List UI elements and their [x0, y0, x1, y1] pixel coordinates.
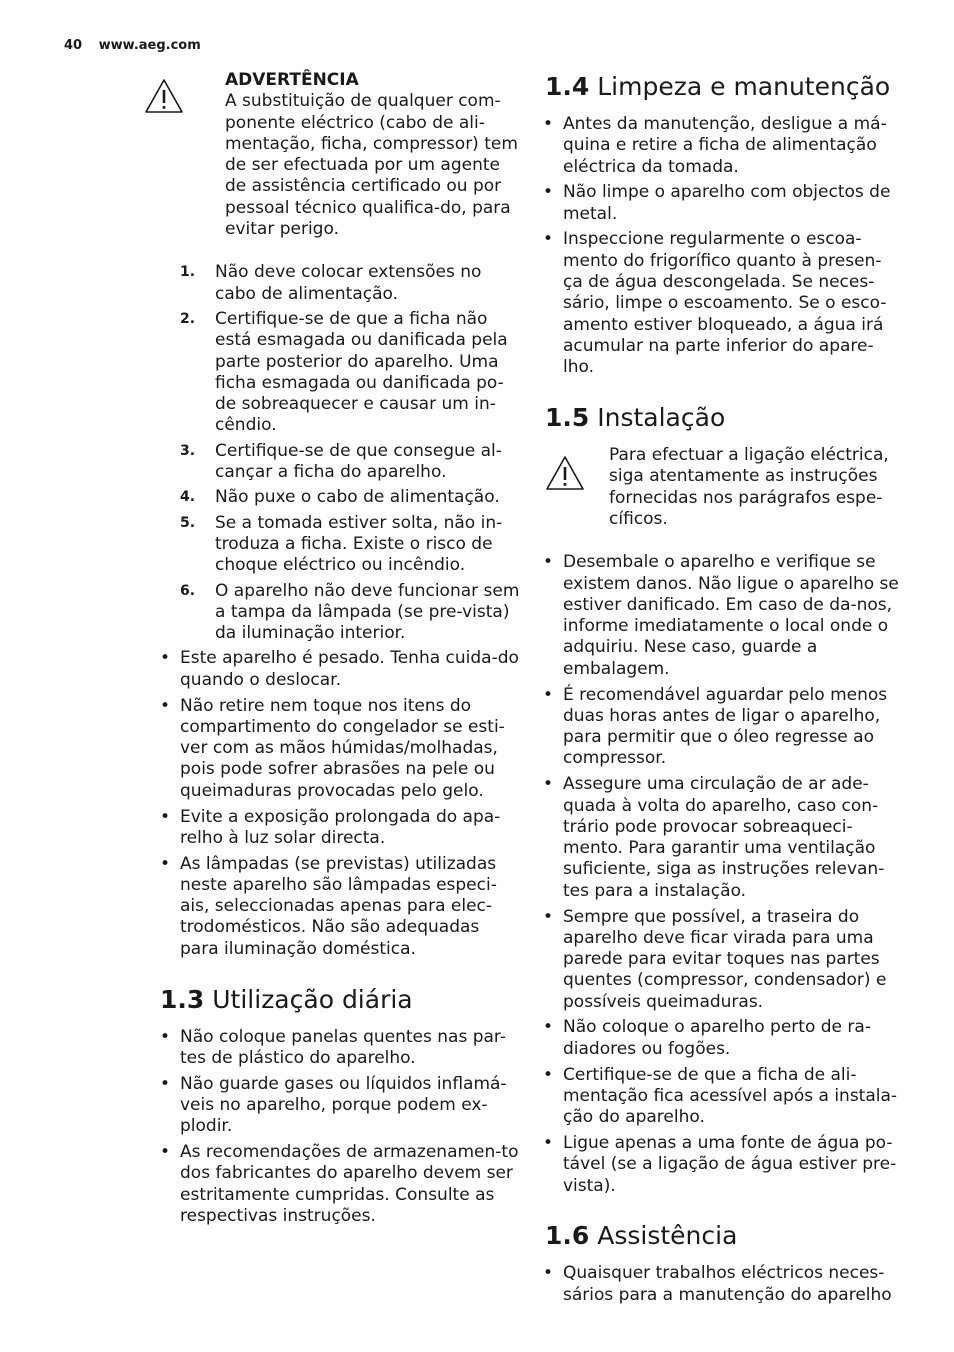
list-item: • Não retire nem toque nos itens do compartimento do congelador se esti-ver com as mãos húmidas/molhadas, pois pode sofrer abrasões na pele ou queimaduras provocadas pelo gelo.: [180, 696, 520, 802]
section-heading-1-3: [160, 985, 520, 1015]
item-text: Certifique-se de que a ficha não está esmagada ou danificada pela parte posterior do aparelho. Uma ficha esmagada ou danificada po-de sobreaquecer e causar um in-cêndio.: [215, 308, 508, 436]
section-number: 1.5: [545, 403, 590, 433]
list-item: • Este aparelho é pesado. Tenha cuida-do quando o deslocar.: [180, 648, 520, 691]
list-item: • Não coloque o aparelho perto de ra-diadores ou fogões.: [563, 1017, 900, 1060]
item-text: O aparelho não deve funcionar sem a tampa da lâmpada (se pre-vista) da iluminação interior.: [215, 580, 520, 644]
section-heading-1-6: [545, 1221, 900, 1251]
list-item: • Não coloque panelas quentes nas par-tes de plástico do aparelho.: [180, 1027, 520, 1070]
warning-icon: [545, 455, 585, 491]
list-item: • Sempre que possível, a traseira do aparelho deve ficar virada para uma parede para evitar toques nas partes quentes (compressor, condensador) e possíveis queimaduras.: [563, 907, 900, 1013]
item-text: Se a tomada estiver solta, não in-troduza a ficha. Existe o risco de choque eléctrico ou incêndio.: [215, 512, 503, 576]
list-item: • Certifique-se de que a ficha de ali-mentação fica acessível após a instala-ção do aparelho.: [563, 1065, 900, 1129]
bullet-list: [540, 1263, 900, 1306]
list-item: [180, 308, 520, 437]
left-column: [140, 70, 520, 1232]
section-title: Assistência: [597, 1221, 738, 1251]
warning-title: ADVERTÊNCIA: [225, 70, 359, 90]
item-number: 1.: [180, 264, 196, 281]
section-number: 1.6: [545, 1221, 590, 1251]
item-number: 5.: [180, 514, 196, 531]
list-item: • Não guarde gases ou líquidos inflamá-veis no aparelho, porque podem ex-plodir.: [180, 1074, 520, 1138]
item-number: 2.: [180, 310, 196, 327]
item-text: Não deve colocar extensões no cabo de alimentação.: [215, 262, 482, 304]
list-item: • Inspeccione regularmente o escoa-mento do frigorífico quanto à presen-ça de água descongelada. Se neces-sário, limpe o escoamento. Se o esco-amento estiver bloqueado, a água irá acumular na parte inferior do apare-lho.: [563, 229, 900, 378]
item-number: 6.: [180, 582, 196, 599]
section-heading-1-5: [545, 403, 900, 433]
item-number: 3.: [180, 442, 196, 459]
bullet-list: [140, 648, 520, 960]
bullet-list: [540, 114, 900, 379]
list-item: [180, 512, 520, 577]
list-item: • Ligue apenas a uma fonte de água po-tável (se a ligação de água estiver pre-vista).: [563, 1133, 900, 1197]
site-url: www.aeg.com: [98, 38, 201, 53]
section-title: Limpeza e manutenção: [597, 72, 891, 101]
section-title: Instalação: [597, 403, 726, 433]
page-header: [64, 38, 201, 53]
bullet-list: [140, 1027, 520, 1228]
list-item: • Desembale o aparelho e verifique se existem danos. Não ligue o aparelho se estiver danificado. Em caso de da-nos, informe imediatamente o local onde o adquiriu. Nese caso, guarde a embalagem.: [563, 552, 900, 680]
warning-block: [540, 445, 900, 530]
page-number: 40: [64, 38, 83, 53]
list-item: • Não limpe o aparelho com objectos de metal.: [563, 182, 900, 225]
right-column: [540, 70, 900, 1310]
list-item: • As recomendações de armazenamen-to dos fabricantes do aparelho devem ser estritamente cumpridas. Consulte as respectivas instruções.: [180, 1142, 520, 1227]
warning-text: Para efectuar a ligação eléctrica, siga atentamente as instruções fornecidas nos parágrafos espe-cíficos.: [609, 445, 889, 529]
item-number: 4.: [180, 489, 196, 506]
bullet-list: [540, 552, 900, 1197]
list-item: • Antes da manutenção, desligue a má-quina e retire a ficha de alimentação eléctrica da tomada.: [563, 114, 900, 178]
list-item: [180, 487, 520, 508]
list-item: [180, 262, 520, 305]
warning-text: A substituição de qualquer com-ponente eléctrico (cabo de ali-mentação, ficha, compressor) tem de ser efectuada por um agente de assistência certificado ou por pessoal técnico qualifica-do, para evitar perigo.: [225, 91, 518, 240]
list-item: • Assegure uma circulação de ar ade-quada à volta do aparelho, caso con-trário pode provocar sobreaqueci-mento. Para garantir uma ventilação suficiente, siga as instruções relevan-tes para a instalação.: [563, 774, 900, 902]
section-heading-1-4: [545, 72, 900, 102]
section-number: 1.3: [160, 984, 205, 1014]
section-title: Utilização diária: [212, 984, 413, 1014]
item-text: Certifique-se de que consegue al-cançar a ficha do aparelho.: [215, 440, 502, 483]
list-item: • As lâmpadas (se previstas) utilizadas neste aparelho são lâmpadas especi-ais, seleccionadas apenas para elec-trodomésticos. Não são adequadas para iluminação doméstica.: [180, 854, 520, 960]
item-text: Não puxe o cabo de alimentação.: [215, 487, 500, 508]
section-number: 1.4: [545, 72, 590, 101]
warning-block: [140, 70, 520, 240]
warning-icon: [144, 78, 184, 114]
list-item: [180, 580, 520, 645]
list-item: • É recomendável aguardar pelo menos duas horas antes de ligar o aparelho, para permitir que o óleo regresse ao compressor.: [563, 685, 900, 770]
list-item: • Evite a exposição prolongada do apa-relho à luz solar directa.: [180, 807, 520, 850]
numbered-list: [140, 262, 520, 644]
list-item: [180, 440, 520, 484]
list-item: • Quaisquer trabalhos eléctricos neces-sários para a manutenção do aparelho: [563, 1263, 900, 1306]
